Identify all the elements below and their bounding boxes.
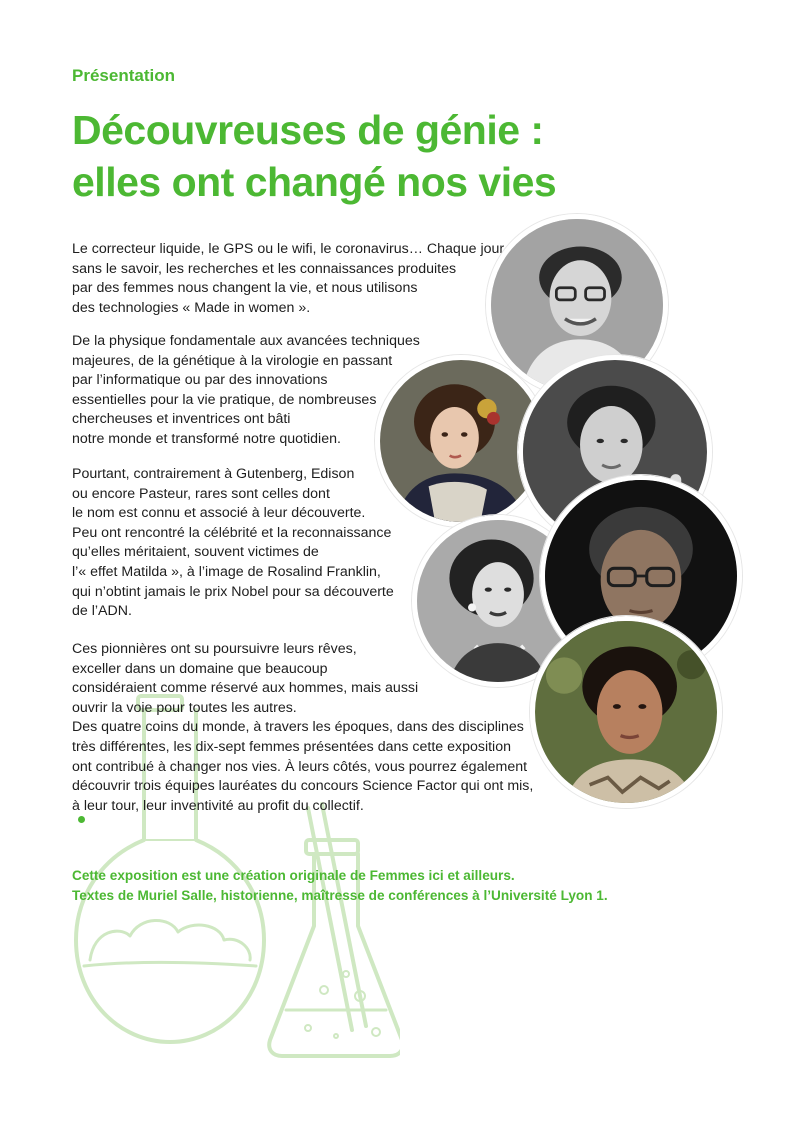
text-line: des technologies « Made in women ». [72,299,311,316]
page-title [72,104,556,208]
text-line: chercheuses et inventrices ont bâti [72,411,291,428]
text-line: exceller dans un domaine que beaucoup [72,660,328,677]
text-line: notre monde et transformé notre quotidien. [72,430,341,447]
text-line: considéraient comme réservé aux hommes, mais aussi [72,680,419,697]
text-line: qui n’obtint jamais le prix Nobel pour sa découverte [72,583,394,600]
text-line: Ces pionnières ont su poursuivre leurs rêves, [72,641,357,657]
text-line: De la physique fondamentale aux avancées techniques [72,333,420,349]
text-line: majeures, de la génétique à la virologie en passant [72,352,393,369]
text-line: très différentes, les dix-sept femmes présentées dans cette exposition [72,738,511,755]
text-line: sans le savoir, les recherches et les connaissances produites [72,260,457,277]
text-line: par l’informatique ou par des innovations [72,372,328,389]
credits-line: Cette exposition est une création originale de Femmes ici et ailleurs. [72,868,515,883]
intro-paragraph [72,240,507,318]
credits-line: Textes de Muriel Salle, historienne, maîtresse de conférences à l’Université Lyon 1. [72,888,608,903]
body-paragraph [72,465,394,622]
portrait-photo [530,616,722,808]
credits-block [72,866,608,906]
text-line: Le correcteur liquide, le GPS ou le wifi, le coronavirus… Chaque jour, [72,241,508,257]
text-line: ont contribué à changer nos vies. À leurs côtés, vous pourrez également [72,758,528,775]
text-line: découvrir trois équipes lauréates du concours Science Factor qui ont mis, [72,778,534,795]
text-line: Pourtant, contrairement à Gutenberg, Edison [72,466,355,482]
section-kicker: Présentation [72,66,175,85]
text-line: ou encore Pasteur, rares sont celles dont [72,485,330,502]
title-line: elles ont changé nos vies [72,159,557,205]
text-line: Peu ont rencontré la célébrité et la reconnaissance [72,524,392,541]
green-dot-icon [78,816,85,823]
text-line: essentielles pour la vie pratique, de nombreuses [72,391,377,408]
text-line [72,797,533,824]
text-line: ouvrir la voie pour toutes les autres. [72,699,297,716]
text-line: le nom est connu et associé à leur découverte. [72,505,366,522]
body-paragraph [72,332,420,450]
text-line: de l’ADN. [72,603,132,620]
text-line-content: à leur tour, leur inventivité au profit du collectif. [72,797,364,814]
title-line: Découvreuses de génie : [72,107,544,153]
text-line: Des quatre coins du monde, à travers les époques, dans des disciplines [72,719,524,736]
text-line: l’« effet Matilda », à l’image de Rosalind Franklin, [72,563,381,580]
text-line: par des femmes nous changent la vie, et nous utilisons [72,280,418,297]
text-line: qu’elles méritaient, souvent victimes de [72,544,319,561]
